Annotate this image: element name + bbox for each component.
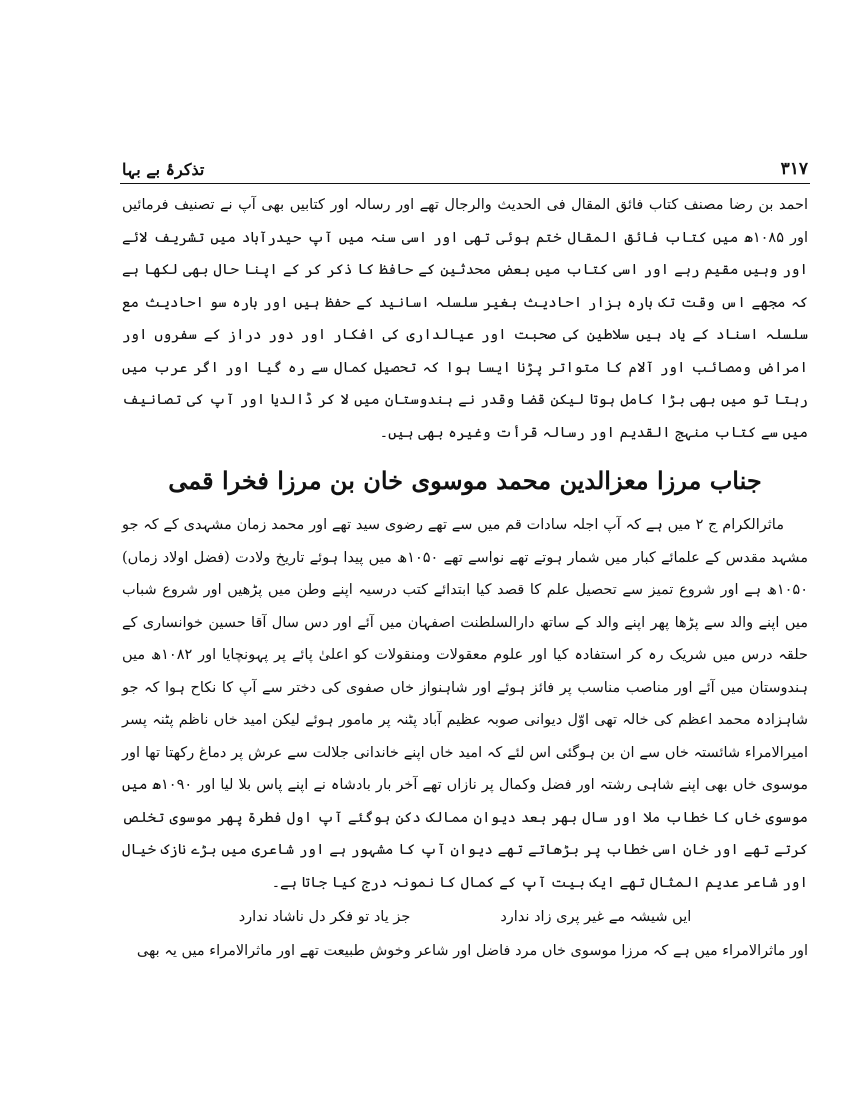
continuation-line: اور ماثرالامراء میں ہے کہ مرزا موسوی خاں مرد فاضل اور شاعر وخوش طبیعت تھے اور ماثرالامراء میں یہ بھی — [136, 943, 808, 959]
paragraph-biography: ماثرالکرام ج ۲ میں ہے کہ آپ اجلہ سادات قم میں سے تھے رضوی سید تھے اور محمد زمان مشہدی کے کہ جو مشہد مقدس کے علمائے کبار میں شمار ہوتے تھے نواسے تھے ۱۰۵۰ھ میں پیدا ہوئے تاریخ ولادت (فضل اولاد زماں) ۱۰۵۰ھ ہے اور شروع تمیز سے تحصیل علم کا قصد کیا ابتدائے کتب درسیہ اپنے وطن میں پڑھیں اور شروع شباب میں اپنے والد سے پڑھا پھر اپنے والد کے ساتھ دارالسلطنت اصفہان میں آئے اور دس سال آقا حسین خوانساری کے حلقہ درس میں شریک رہ کر استفادہ کیا اور علوم معقولات ومنقولات کو اعلیٰ پائے پر پہونچایا اور ۱۰۸۲ھ میں ہندوستان میں آئے اور مناصب مناسب پر فائز ہوئے اور شاہنواز خاں صفوی کی دختر سے آپ کا نکاح ہوا کہ جو شاہزادہ محمد اعظم کی خالہ تھی اوّل دیوانی صوبہ عظیم آباد پٹنہ پر مامور ہوئے لیکن امید خاں ناظم پٹنہ پسر امیرالامراء شائستہ خاں سے ان بن ہوگئی اس لئے کہ امید خاں اپنے خاندانی جلالت سے عرش پر دماغ رکھتا تھا اور موسوی خاں بھی اپنے شاہی رشتہ اور فضل وکمال پر نازاں تھے آخر بار بادشاہ نے اپنے پاس بلا لیا اور ۱۰۹۰ھ میں موسوی خاں کا خطاب ملا اور سال بھر بعد دیوان ممالک دکن ہوگئے آپ اول فطرۃ پھر موسوی تخلص کرتے تھے اور خان اسی خطاب پر بڑھاتے تھے دیوان آپ کا مشہور ہے اور شاعری میں بڑے نازک خیال اور شاعر عدیم المثال تھے ایک بیت آپ کے کمال کا نمونہ درج کیا جاتا ہے۔ — [122, 517, 809, 891]
page-number: ۳۱۷ — [780, 159, 808, 179]
verse-misra-1: ایں شیشہ مے غیر پری زاد ندارد — [500, 909, 692, 925]
section-heading: جناب مرزا معزالدین محمد موسوی خان بن مرزا فخرا قمی — [168, 466, 762, 495]
verse-couplet — [120, 901, 810, 933]
book-title: تذکرۂ بے بہا — [122, 160, 205, 179]
running-head — [120, 150, 810, 184]
verse-misra-2: جز یاد تو فکر دل ناشاد ندارد — [238, 909, 411, 925]
paragraph-biography-continued: احمد بن رضا مصنف کتاب فائق المقال فی الحدیث والرجال تھے اور رسالہ اور کتابیں بھی آپ نے تصنیف فرمائیں اور ۱۰۸۵ھ میں کتاب فائق المقال ختم ہوئی تھی اور اسی سنہ میں آپ حیدرآباد میں تشریف لائے اور وہیں مقیم رہے اور اسی کتاب میں بعض محدثین کے حافظ کا ذکر کر کے اپنا حال بھی لکھا ہے کہ مجھے اس وقت تک بارہ ہزار احادیث بغیر سلسلہ اسانید کے حفظ ہیں اور بارہ سو احادیث مع سلسلہ اسناد کے یاد ہیں سلاطین کی صحبت اور عیالداری کی افکار اور دور دراز کے سفروں اور امراض ومصائب اور آلام کا متواتر پڑنا ایسا ہوا کہ تحصیل کمال سے رہ گیا اور اگر عرب میں رہتا تو میں بھی بڑا کامل ہوتا لیکن قضا وقدر نے ہندوستان میں لا کر ڈالدیا اور آپ کی تصانیف میں سے کتاب منہج القدیم اور رسالہ قرأت وغیرہ بھی ہیں۔ — [122, 197, 808, 441]
page — [120, 150, 810, 967]
